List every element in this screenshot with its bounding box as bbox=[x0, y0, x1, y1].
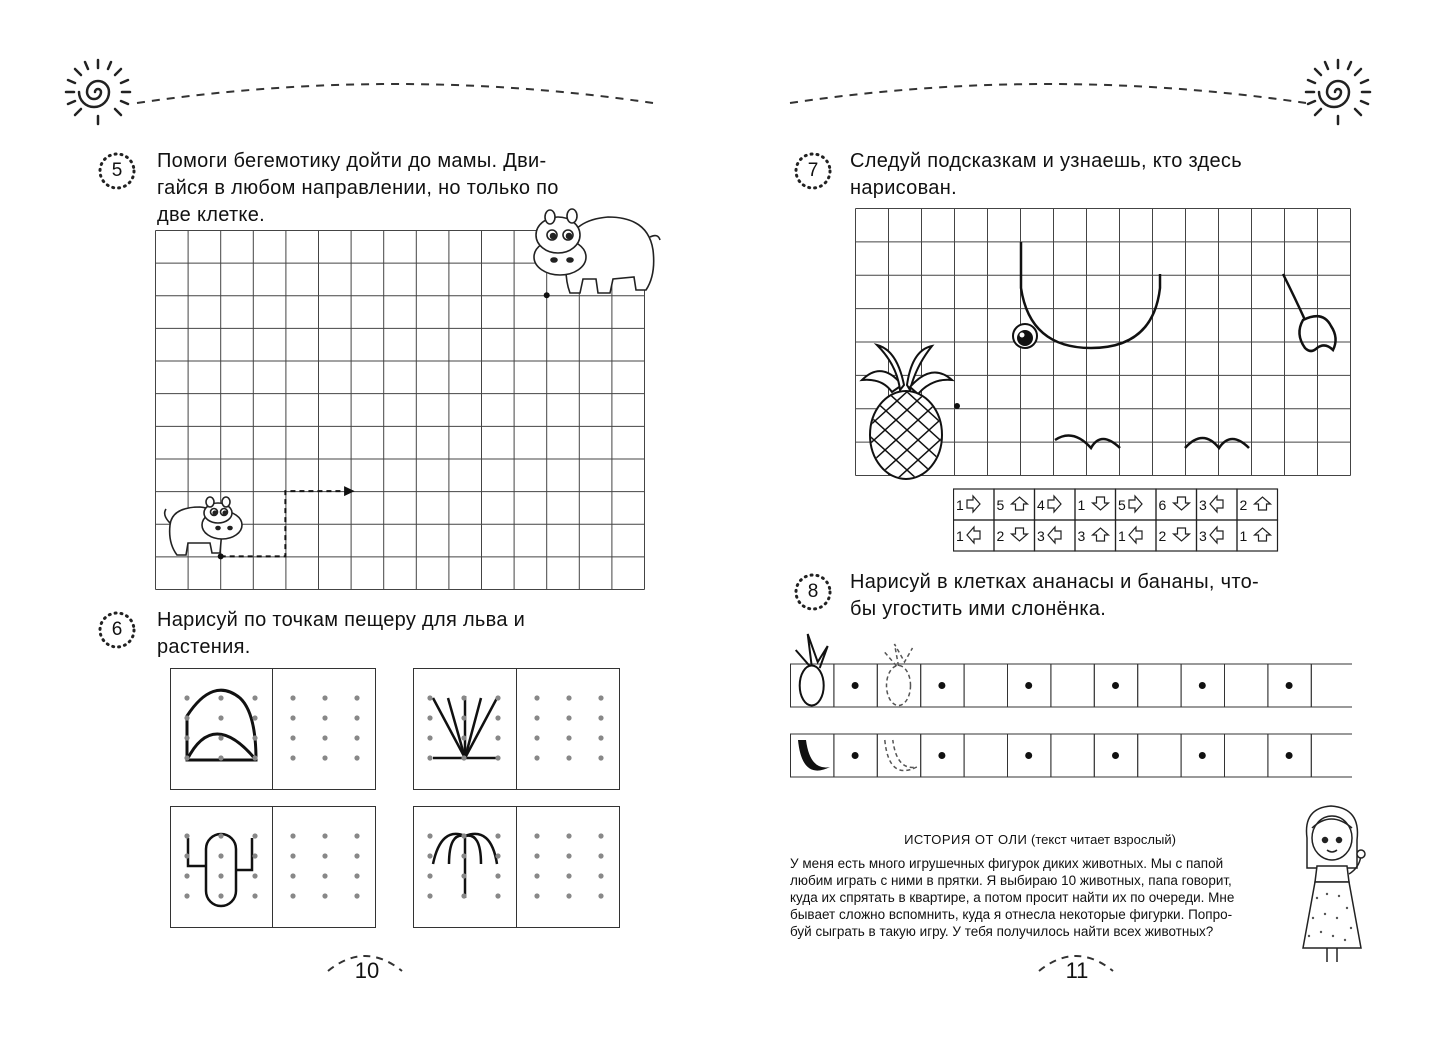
direction-hints-table bbox=[953, 488, 1281, 552]
sun-icon bbox=[58, 52, 138, 132]
page-number: 10 bbox=[354, 958, 380, 983]
text-line: Нарисуй в клетках ананасы и бананы, что- bbox=[850, 571, 1259, 593]
task-number-badge bbox=[793, 572, 833, 612]
dot-puzzle-cactus[interactable] bbox=[170, 806, 376, 928]
hint-step-count: 1 bbox=[956, 528, 964, 544]
text-line: две клетке. bbox=[157, 204, 265, 226]
hint-step-count: 5 bbox=[996, 497, 1005, 513]
sun-icon bbox=[1298, 52, 1378, 132]
task-instructions bbox=[850, 569, 1350, 623]
hint-step-count: 3 bbox=[1037, 528, 1045, 544]
text-line: Нарисуй по точкам пещеру для льва и bbox=[157, 609, 526, 631]
text-line: растения. bbox=[157, 636, 251, 658]
story-line: буй сыграть в такую игру. У тебя получилось найти всех животных? bbox=[790, 924, 1214, 939]
story-line: куда их спрятать в квартире, а потом просит найти их по очереди. Мне bbox=[790, 890, 1235, 905]
pineapple-illustration bbox=[852, 340, 962, 480]
hint-step-count: 1 bbox=[956, 497, 964, 513]
hint-step-count: 3 bbox=[1199, 528, 1207, 544]
dashed-divider bbox=[135, 75, 655, 115]
dot-puzzle-palm[interactable] bbox=[413, 806, 620, 928]
task-number: 8 bbox=[807, 581, 819, 602]
task-number-badge bbox=[97, 610, 137, 650]
hint-step-count: 3 bbox=[1199, 497, 1207, 513]
hint-step-count: 6 bbox=[1158, 497, 1167, 513]
hint-step-count: 4 bbox=[1037, 497, 1045, 513]
task-number: 5 bbox=[111, 160, 123, 181]
task-number: 6 bbox=[111, 619, 123, 640]
task-number-badge bbox=[97, 151, 137, 191]
pineapple-cell-row[interactable] bbox=[790, 628, 1352, 710]
dot-puzzle-cave[interactable] bbox=[170, 668, 376, 790]
story-line: любим играть с ними в прятки. Я выбираю 10 животных, папа говорит, bbox=[790, 873, 1232, 888]
text-line: нарисован. bbox=[850, 177, 957, 199]
text-line: Следуй подсказкам и узнаешь, кто здесь bbox=[850, 150, 1242, 172]
girl-olya-illustration bbox=[1295, 798, 1370, 966]
text-line: гайся в любом направлении, но только по bbox=[157, 177, 559, 199]
story-line: бывает сложно вспомнить, куда я отнесла некоторые фигурки. Попро- bbox=[790, 907, 1233, 922]
hint-step-count: 2 bbox=[1239, 497, 1248, 513]
hint-step-count: 3 bbox=[1077, 528, 1086, 544]
story-heading bbox=[790, 832, 1290, 847]
hint-step-count: 1 bbox=[1239, 528, 1248, 544]
hippo-baby-illustration bbox=[160, 495, 250, 560]
page-number: 11 bbox=[1065, 958, 1089, 983]
dot-puzzle-bush[interactable] bbox=[413, 668, 620, 790]
story-title: ИСТОРИЯ ОТ ОЛИ bbox=[904, 832, 1028, 847]
hint-step-count: 2 bbox=[1158, 528, 1167, 544]
story-note: (текст читает взрослый) bbox=[1031, 832, 1176, 847]
text-line: бы угостить ими слонёнка. bbox=[850, 598, 1107, 620]
task-instructions bbox=[157, 607, 654, 661]
hint-step-count: 1 bbox=[1118, 528, 1126, 544]
hint-step-count: 1 bbox=[1077, 497, 1086, 513]
task-number-badge bbox=[793, 151, 833, 191]
hint-step-count: 2 bbox=[996, 528, 1005, 544]
hippo-mother-illustration bbox=[528, 205, 663, 300]
hint-step-count: 5 bbox=[1118, 497, 1126, 513]
task-number: 7 bbox=[807, 160, 819, 181]
story-text bbox=[790, 855, 1298, 940]
task-instructions bbox=[850, 148, 1350, 202]
banana-cell-row[interactable] bbox=[790, 732, 1352, 780]
dashed-divider bbox=[788, 75, 1308, 115]
story-line: У меня есть много игрушечных фигурок диких животных. Мы с папой bbox=[790, 856, 1224, 871]
text-line: Помоги бегемотику дойти до мамы. Дви- bbox=[157, 150, 547, 172]
